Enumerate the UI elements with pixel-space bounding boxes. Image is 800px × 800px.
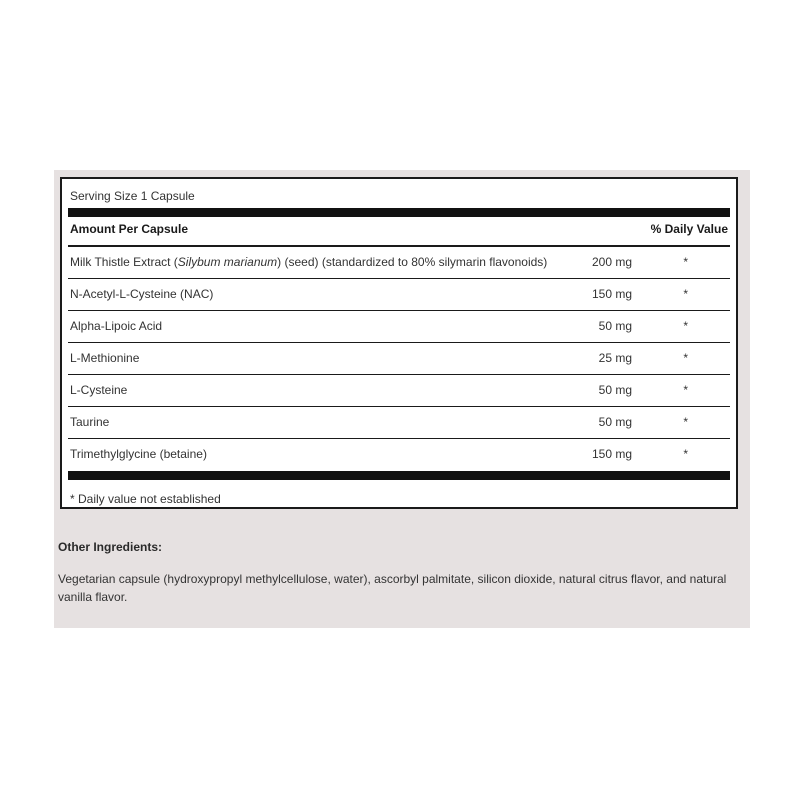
ingredient-row-l-methionine xyxy=(68,343,730,375)
ingredient-name: N-Acetyl-L-Cysteine (NAC) xyxy=(70,287,214,301)
ingredient-name: Trimethylglycine (betaine) xyxy=(70,447,207,461)
top-thick-divider xyxy=(68,208,730,217)
ingredient-amount: 25 mg xyxy=(598,351,632,365)
ingredient-amount: 50 mg xyxy=(598,383,632,397)
ingredient-daily-value: * xyxy=(683,255,688,269)
ingredient-row-alpha-lipoic-acid xyxy=(68,311,730,343)
ingredient-amount: 50 mg xyxy=(598,319,632,333)
ingredient-name: L-Cysteine xyxy=(70,383,128,397)
ingredient-amount: 150 mg xyxy=(591,287,632,301)
table-header-row xyxy=(70,222,728,240)
ingredient-name: Alpha-Lipoic Acid xyxy=(70,319,163,333)
ingredient-row-nac xyxy=(68,279,730,311)
ingredient-row-l-cysteine xyxy=(68,375,730,407)
ingredient-row-taurine xyxy=(68,407,730,439)
other-ingredients-title: Other Ingredients: xyxy=(58,540,163,554)
daily-value-footnote: * Daily value not established xyxy=(70,492,221,506)
ingredient-amount: 50 mg xyxy=(598,415,632,429)
ingredient-daily-value: * xyxy=(683,383,688,397)
ingredient-daily-value: * xyxy=(683,351,688,365)
ingredient-name: L-Methionine xyxy=(70,351,140,365)
serving-size: Serving Size 1 Capsule xyxy=(70,189,195,203)
ingredient-row-trimethylglycine xyxy=(68,439,730,470)
bottom-thick-divider xyxy=(68,471,730,480)
ingredient-amount: 200 mg xyxy=(591,255,632,269)
ingredient-daily-value: * xyxy=(683,319,688,333)
ingredient-daily-value: * xyxy=(683,447,688,461)
supplement-facts-table xyxy=(60,177,738,509)
ingredient-daily-value: * xyxy=(683,287,688,301)
supplement-facts-panel xyxy=(54,170,750,628)
other-ingredients-text: Vegetarian capsule (hydroxypropyl methylcellulose, water), ascorbyl palmitate, silicon dioxide, natural citrus flavor, and natural vanilla flavor. xyxy=(58,572,727,604)
ingredient-name: Milk Thistle Extract (Silybum marianum) (seed) (standardized to 80% silymarin flavonoids) xyxy=(70,255,548,269)
ingredient-row-milk-thistle xyxy=(68,247,730,279)
ingredient-name: Taurine xyxy=(70,415,110,429)
ingredient-rows xyxy=(68,247,730,470)
ingredient-daily-value: * xyxy=(683,415,688,429)
amount-per-capsule-header: Amount Per Capsule xyxy=(70,222,189,236)
ingredient-amount: 150 mg xyxy=(591,447,632,461)
botanical-name: Silybum marianum xyxy=(177,255,278,269)
daily-value-header: % Daily Value xyxy=(650,222,728,236)
